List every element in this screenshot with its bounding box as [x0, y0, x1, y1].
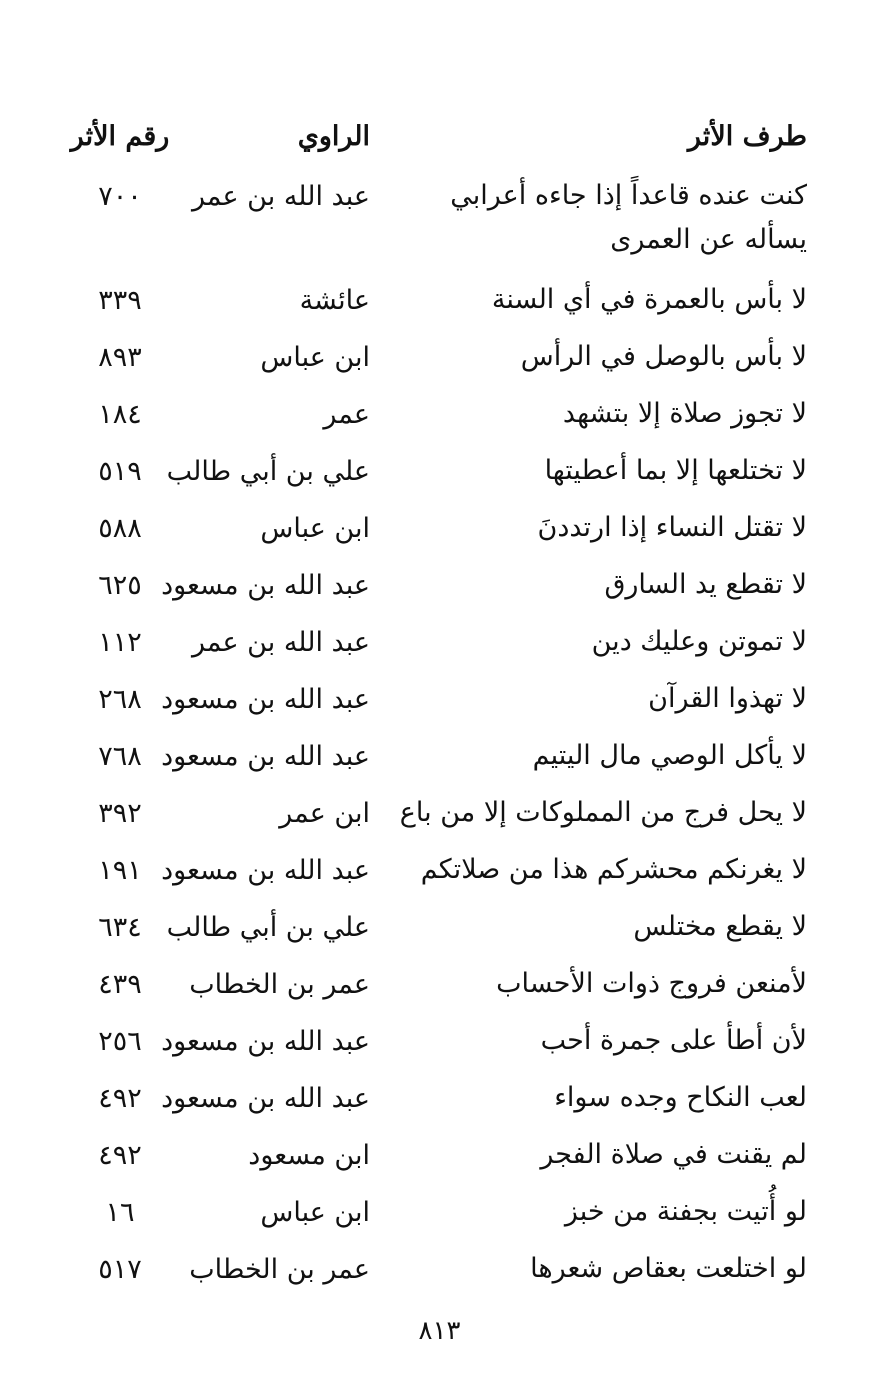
- rawi-name: عبد الله بن مسعود: [161, 1083, 370, 1114]
- athar-text: لم يقنت في صلاة الفجر: [540, 1139, 807, 1170]
- table-row: [0, 557, 879, 614]
- athar-text: لا تختلعها إلا بما أعطيتها: [544, 455, 807, 486]
- rawi-name: ابن عباس: [260, 1197, 370, 1228]
- column-header-rawi: الراوي: [297, 121, 370, 152]
- rawi-name: عبد الله بن مسعود: [161, 684, 370, 715]
- athar-number: ٦٢٥: [98, 570, 142, 601]
- rawi-name: عبد الله بن مسعود: [161, 1026, 370, 1057]
- athar-text: لا تجوز صلاة إلا بتشهد: [562, 398, 807, 429]
- table-row: [0, 614, 879, 671]
- athar-number: ٤٩٢: [98, 1083, 142, 1114]
- rawi-name: عبد الله بن مسعود: [161, 741, 370, 772]
- rawi-name: عمر: [323, 399, 370, 430]
- athar-text: لا تقطع يد السارق: [604, 569, 807, 600]
- athar-number: ٦٣٤: [98, 912, 142, 943]
- athar-text: لا يقطع مختلس: [633, 911, 807, 942]
- athar-text: لا تهذوا القرآن: [648, 683, 807, 714]
- rawi-name: عبد الله بن عمر: [191, 181, 370, 212]
- athar-text: لأمنعن فروج ذوات الأحساب: [496, 968, 807, 999]
- table-row: [0, 272, 879, 329]
- table-row: [0, 899, 879, 956]
- index-table: [0, 168, 879, 1298]
- table-row: [0, 1013, 879, 1070]
- athar-text: لا تموتن وعليك دين: [591, 626, 807, 657]
- athar-number: ١٨٤: [98, 399, 142, 430]
- athar-number: ٥١٩: [98, 456, 142, 487]
- rawi-name: علي بن أبي طالب: [166, 912, 370, 943]
- rawi-name: ابن عباس: [260, 513, 370, 544]
- table-row: [0, 1070, 879, 1127]
- athar-text: لا يغرنكم محشركم هذا من صلاتكم: [420, 854, 807, 885]
- table-row: [0, 500, 879, 557]
- athar-number: ٣٣٩: [98, 285, 142, 316]
- rawi-name: عبد الله بن عمر: [191, 627, 370, 658]
- table-row: [0, 842, 879, 899]
- athar-text: لا تقتل النساء إذا ارتددنَ: [537, 512, 807, 543]
- athar-number: ٤٣٩: [98, 969, 142, 1000]
- table-row: [0, 443, 879, 500]
- table-row: [0, 671, 879, 728]
- athar-text: لأن أطأ على جمرة أحب: [540, 1025, 807, 1056]
- column-header-number: رقم الأثر: [70, 121, 170, 152]
- athar-number: ٢٦٨: [98, 684, 142, 715]
- table-row: [0, 1184, 879, 1241]
- rawi-name: ابن عباس: [260, 342, 370, 373]
- table-row: [0, 168, 879, 272]
- rawi-name: عبد الله بن مسعود: [161, 855, 370, 886]
- athar-number: ٧٦٨: [98, 741, 142, 772]
- athar-text: لو أُتيت بجفنة من خبز: [564, 1196, 807, 1227]
- athar-text: لعب النكاح وجده سواء: [554, 1082, 807, 1113]
- athar-number: ٧٠٠: [98, 181, 142, 212]
- rawi-name: عمر بن الخطاب: [189, 969, 370, 1000]
- rawi-name: ابن مسعود: [248, 1140, 370, 1171]
- athar-number: ١٩١: [98, 855, 142, 886]
- table-row: [0, 1241, 879, 1298]
- athar-number: ٢٥٦: [98, 1026, 142, 1057]
- rawi-name: عائشة: [299, 285, 370, 316]
- rawi-name: عبد الله بن مسعود: [161, 570, 370, 601]
- table-row: [0, 785, 879, 842]
- table-row: [0, 956, 879, 1013]
- athar-text: لا يحل فرج من المملوكات إلا من باع: [399, 797, 807, 828]
- athar-text: لا يأكل الوصي مال اليتيم: [532, 740, 807, 771]
- table-row: [0, 1127, 879, 1184]
- athar-number: ٥٨٨: [98, 513, 142, 544]
- rawi-name: علي بن أبي طالب: [166, 456, 370, 487]
- table-row: [0, 386, 879, 443]
- column-header-athar: طرف الأثر: [687, 121, 807, 152]
- athar-number: ٣٩٢: [98, 798, 142, 829]
- athar-text: كنت عنده قاعداً إذا جاءه أعرابي يسأله عن العمرى: [450, 180, 807, 255]
- athar-text: لا بأس بالوصل في الرأس: [520, 341, 807, 372]
- table-row: [0, 728, 879, 785]
- page-number: ٨١٣: [418, 1316, 461, 1346]
- athar-number: ١٦: [105, 1197, 135, 1228]
- athar-number: ١١٢: [98, 627, 142, 658]
- rawi-name: عمر بن الخطاب: [189, 1254, 370, 1285]
- athar-number: ٥١٧: [98, 1254, 142, 1285]
- athar-text: لو اختلعت بعقاص شعرها: [530, 1253, 807, 1284]
- athar-text: لا بأس بالعمرة في أي السنة: [491, 284, 807, 315]
- rawi-name: ابن عمر: [279, 798, 370, 829]
- table-row: [0, 329, 879, 386]
- athar-number: ٤٩٢: [98, 1140, 142, 1171]
- athar-number: ٨٩٣: [98, 342, 142, 373]
